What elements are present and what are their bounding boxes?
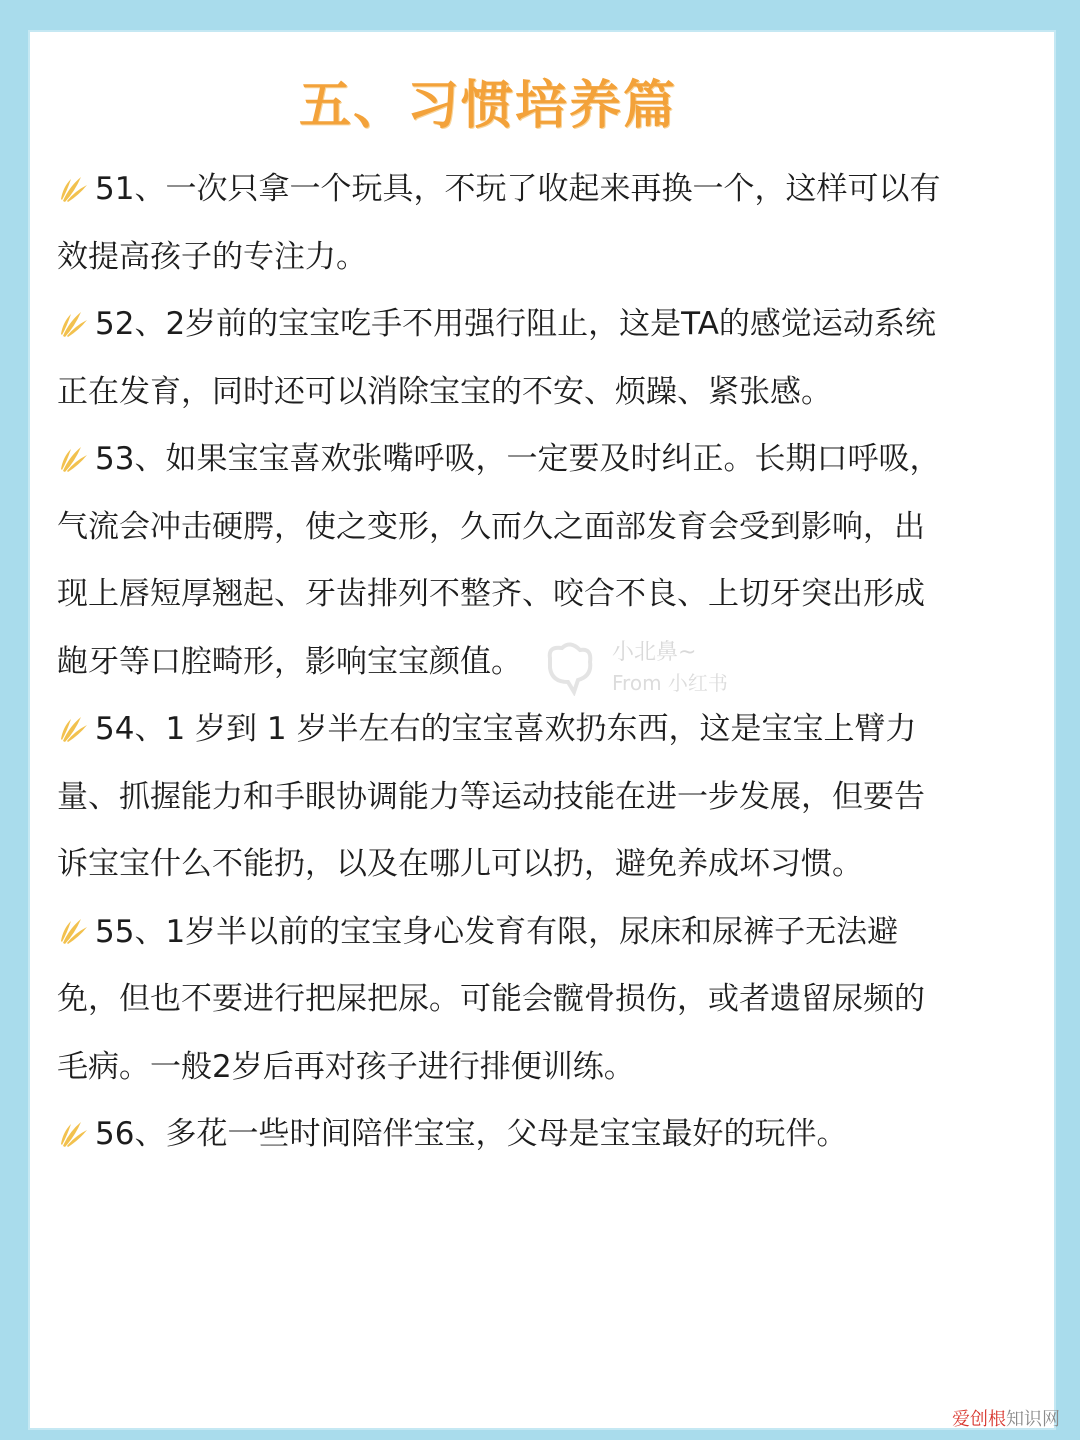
item-line: 效提高孩子的专注力。: [57, 238, 367, 275]
list-item: [30, 696, 997, 899]
item-line: 正在发育，同时还可以消除宝宝的不安、烦躁、紧张感。: [57, 373, 832, 410]
item-line: 免，但也不要进行把屎把尿。可能会髋骨损伤，或者遗留尿频的: [57, 981, 925, 1017]
watermark-name: 小北鼻~: [612, 640, 697, 665]
list-item: [30, 156, 997, 291]
site-watermark: [952, 1408, 1060, 1432]
item-line: 现上唇短厚翘起、牙齿排列不整齐、咬合不良、上切牙突出形成: [57, 576, 925, 612]
content-card: [28, 30, 1056, 1430]
item-line: 53、如果宝宝喜欢张嘴呼吸，一定要及时纠正。长期口呼吸，: [95, 441, 941, 477]
item-line: 气流会冲击硬腭，使之变形，久而久之面部发育会受到影响，出: [57, 508, 925, 545]
wheat-icon: [57, 306, 91, 340]
list-item: [30, 291, 997, 426]
list-item: [30, 899, 997, 1102]
item-line: 56、多花一些时间陪伴宝宝，父母是宝宝最好的玩伴。: [95, 1116, 848, 1152]
item-line: 量、抓握能力和手眼协调能力等运动技能在进一步发展，但要告: [57, 778, 925, 815]
site-suffix: 知识网: [1006, 1409, 1060, 1430]
item-line: 51、一次只拿一个玩具，不玩了收起来再换一个，这样可以有: [95, 171, 941, 207]
item-line: 龅牙等口腔畸形，影响宝宝颜值。: [57, 643, 522, 680]
list-item: [30, 1101, 997, 1169]
item-line: 54、1 岁到 1 岁半左右的宝宝喜欢扔东西，这是宝宝上臂力: [95, 711, 917, 747]
wheat-icon: [57, 441, 91, 475]
item-line: 诉宝宝什么不能扔，以及在哪儿可以扔，避免养成坏习惯。: [57, 846, 863, 882]
item-line: 55、1岁半以前的宝宝身心发育有限，尿床和尿裤子无法避: [95, 913, 899, 950]
watermark-logo-icon: [540, 636, 600, 696]
list-item: [30, 426, 997, 696]
item-line: 52、2岁前的宝宝吃手不用强行阻止，这是TA的感觉运动系统: [95, 306, 936, 342]
wheat-icon: [57, 171, 91, 205]
wheat-icon: [57, 711, 91, 745]
wheat-icon: [57, 913, 91, 947]
item-line: 毛病。一般2岁后再对孩子进行排便训练。: [57, 1048, 635, 1085]
watermark-source: From 小红书: [612, 671, 728, 695]
wheat-icon: [57, 1116, 91, 1150]
page-title: 五、习惯培养篇: [298, 76, 677, 136]
site-brand: 爱创根: [952, 1409, 1006, 1430]
watermark: [540, 636, 770, 706]
